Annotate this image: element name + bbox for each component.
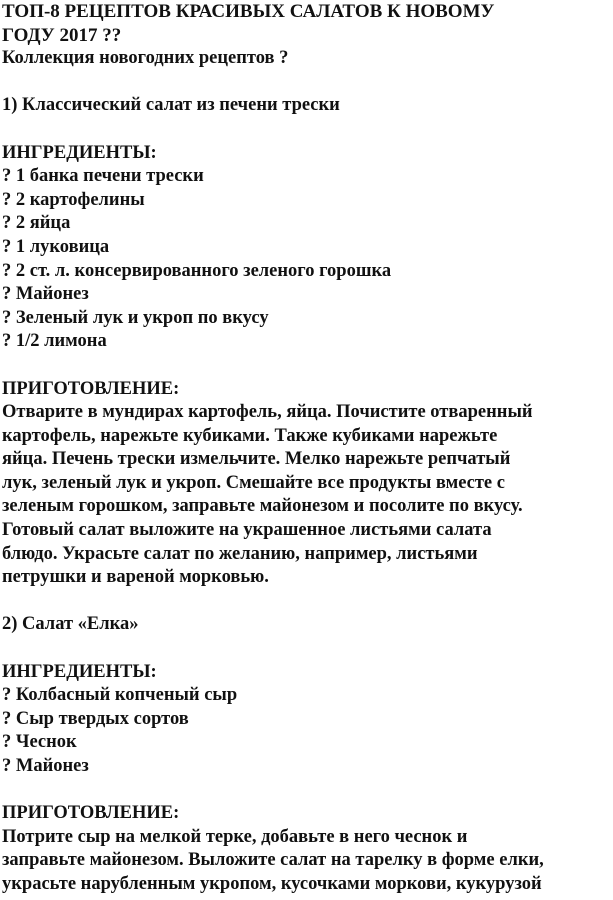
- spacer: [2, 779, 613, 803]
- recipe-1-preparation-line: петрушки и вареной морковью.: [2, 567, 269, 588]
- recipe-1-preparation-line: Готовый салат выложите на украшенное листьями салата: [2, 520, 492, 541]
- recipe-2-preparation-line: Потрите сыр на мелкой терке, добавьте в него чеснок и: [2, 826, 468, 847]
- recipe-2-preparation-line: заправьте майонезом. Выложите салат на тарелку в форме елки,: [2, 850, 544, 871]
- document: [2, 0, 613, 897]
- document-title-line-1: ТОП-8 РЕЦЕПТОВ КРАСИВЫХ САЛАТОВ К НОВОМУ: [2, 1, 495, 22]
- recipe-1-ingredient: ? Майонез: [2, 284, 89, 305]
- recipe-2-ingredients-heading: ИНГРЕДИЕНТЫ:: [2, 661, 157, 682]
- document-subtitle: Коллекция новогодних рецептов ?: [2, 48, 289, 69]
- recipe-1-preparation-line: лук, зеленый лук и укроп. Смешайте все продукты вместе с: [2, 472, 505, 493]
- spacer: [2, 354, 613, 378]
- recipe-1-ingredient: ? 1 банка печени трески: [2, 166, 204, 187]
- recipe-1-heading: 1) Классический салат из печени трески: [2, 95, 340, 116]
- recipe-1-ingredient: ? 1 луковица: [2, 236, 110, 257]
- recipe-2-ingredient: ? Колбасный копченый сыр: [2, 685, 238, 706]
- recipe-2-ingredient: ? Майонез: [2, 756, 89, 776]
- spacer: [2, 71, 613, 95]
- recipe-2-preparation-heading: ПРИГОТОВЛЕНИЕ:: [2, 803, 180, 824]
- recipe-1-preparation-line: зеленым горошком, заправьте майонезом и посолите по вкусу.: [2, 496, 523, 517]
- recipe-1-ingredient: ? 2 яйца: [2, 213, 71, 234]
- document-title-line-2: ГОДУ 2017 ??: [2, 24, 122, 46]
- recipe-2-preparation-line: украсьте нарубленным укропом, кусочками моркови, кукурузой: [2, 873, 542, 894]
- recipe-1-ingredients-heading: ИНГРЕДИЕНТЫ:: [2, 142, 157, 163]
- recipe-1-preparation-line: Отварите в мундирах картофель, яйца. Почистите отваренный: [2, 402, 533, 423]
- recipe-1-ingredient: ? 1/2 лимона: [2, 331, 107, 352]
- spacer: [2, 118, 613, 142]
- spacer: [2, 637, 613, 661]
- recipe-2-ingredient: ? Чеснок: [2, 732, 77, 753]
- spacer: [2, 590, 613, 614]
- recipe-1-preparation-line: картофель, нарежьте кубиками. Также кубиками нарежьте: [2, 425, 498, 446]
- recipe-1-ingredient: ? 2 картофелины: [2, 189, 145, 210]
- recipe-1-preparation-line: блюдо. Украсьте салат по желанию, например, листьями: [2, 543, 478, 564]
- recipe-2-ingredient: ? Сыр твердых сортов: [2, 708, 189, 729]
- recipe-1-ingredient: ? 2 ст. л. консервированного зеленого горошка: [2, 260, 392, 281]
- recipe-1-ingredient: ? Зеленый лук и укроп по вкусу: [2, 307, 269, 328]
- recipe-1-preparation-line: яйца. Печень трески измельчите. Мелко нарежьте репчатый: [2, 449, 511, 470]
- recipe-2-heading: 2) Салат «Елка»: [2, 614, 139, 635]
- recipe-1-preparation-heading: ПРИГОТОВЛЕНИЕ:: [2, 378, 180, 399]
